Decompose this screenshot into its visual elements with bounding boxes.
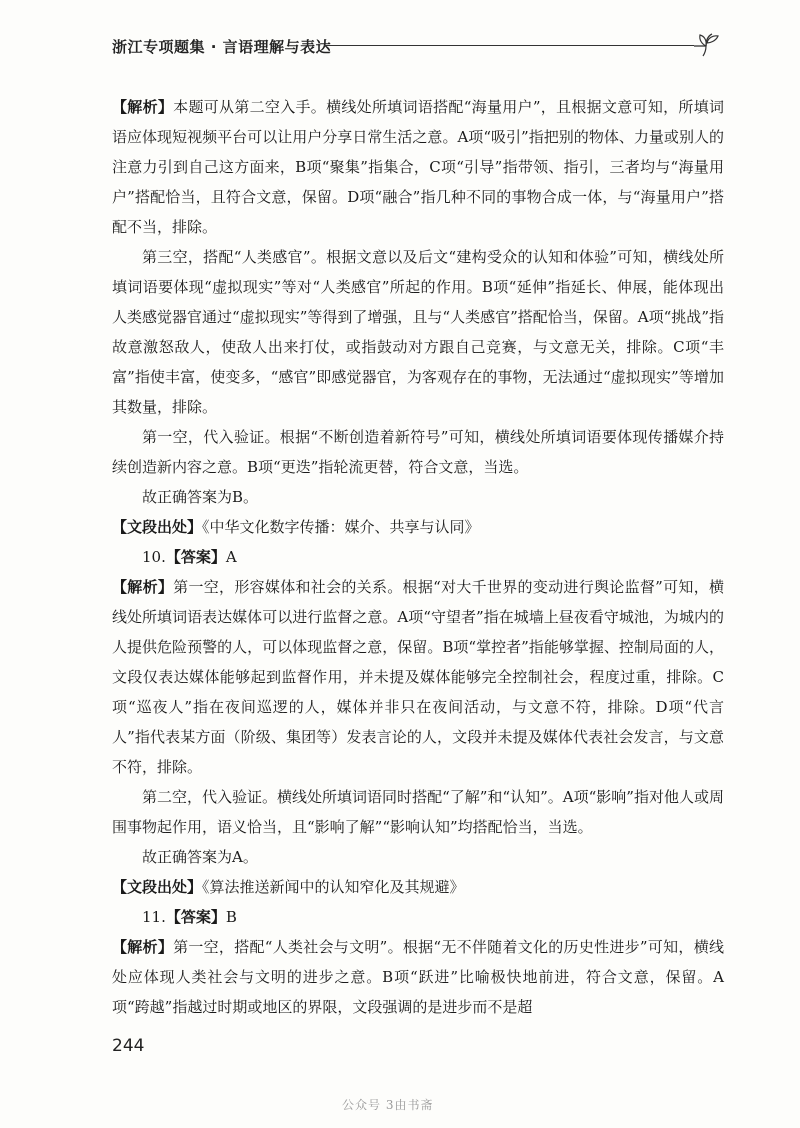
paragraph — [112, 872, 724, 902]
section-tag: 【文段出处】 — [112, 518, 203, 536]
section-tag: 【答案】 — [165, 548, 226, 566]
paragraph-text: 第一空，搭配“人类社会与文明”。根据“无不伴随着文化的历史性进步”可知，横线处应体现人类社会与文明的进步之意。B项“跃进”比喻极快地前进，符合文意，保留。A项“跨越”指越过时期或地区的界限，文段强调的是进步而不是超 — [112, 938, 724, 1016]
paragraph-text: 第一空，代入验证。根据“不断创造着新符号”可知，横线处所填词语要体现传播媒介持续创造新内容之意。B项“更迭”指轮流更替，符合文意，当选。 — [112, 428, 724, 476]
watermark: 公众号 3由书斋 — [342, 1098, 434, 1112]
section-tag: 【文段出处】 — [112, 878, 203, 896]
source-title: 《算法推送新闻中的认知窄化及其规避》 — [202, 878, 465, 896]
header-rule — [324, 45, 694, 46]
answer-letter: B — [225, 908, 237, 926]
question-number: 11. — [142, 908, 166, 926]
paragraph-text: 第二空，代入验证。横线处所填词语同时搭配“了解”和“认知”。A项“影响”指对他人或周围事物起作用，语义恰当，且“影响了解”“影响认知”均搭配恰当，当选。 — [112, 788, 724, 836]
paragraph-text: 故正确答案为B。 — [142, 488, 259, 506]
paragraph — [112, 242, 724, 422]
paragraph-text: 故正确答案为A。 — [142, 848, 258, 866]
answer-line — [112, 902, 724, 932]
section-tag: 【解析】 — [112, 578, 174, 596]
page-number: 244 — [112, 1036, 145, 1056]
paragraph — [112, 932, 724, 1022]
paragraph — [112, 482, 724, 512]
paragraph — [112, 842, 724, 872]
paragraph — [112, 422, 724, 482]
explanation-body — [112, 92, 724, 1022]
answer-letter: A — [225, 548, 237, 566]
paragraph — [112, 782, 724, 842]
paragraph — [112, 572, 724, 782]
source-title: 《中华文化数字传播：媒介、共享与认同》 — [202, 518, 480, 536]
running-header — [112, 30, 722, 60]
section-tag: 【答案】 — [165, 908, 226, 926]
paragraph — [112, 92, 724, 242]
paragraph-text: 第一空，形容媒体和社会的关系。根据“对大千世界的变动进行舆论监督”可知，横线处所填词语表达媒体可以进行监督之意。A项“守望者”指在城墙上昼夜看守城池，为城内的人提供危险预警的人，可以体现监督之意，保留。B项“掌控者”指能够掌握、控制局面的人，文段仅表达媒体能够起到监督作用，并未提及媒体能够完全控制社会，程度过重，排除。C项“巡夜人”指在夜间巡逻的人，媒体并非只在夜间活动，与文意不符，排除。D项“代言人”指代表某方面（阶级、集团等）发表言论的人，文段并未提及媒体代表社会发言，与文意不符，排除。 — [112, 578, 724, 776]
question-number: 10. — [142, 548, 166, 566]
section-tag: 【解析】 — [112, 98, 174, 116]
paragraph-text: 本题可从第二空入手。横线处所填词语搭配“海量用户”，且根据文意可知，所填词语应体现短视频平台可以让用户分享日常生活之意。A项“吸引”指把别的物体、力量或别人的注意力引到自己这方面来，B项“聚集”指集合，C项“引导”指带领、指引，三者均与“海量用户”搭配恰当，且符合文意，保留。D项“融合”指几种不同的事物合成一体，与“海量用户”搭配不当，排除。 — [112, 98, 724, 236]
sprout-icon — [692, 30, 722, 58]
paragraph — [112, 512, 724, 542]
paragraph-text: 第三空，搭配“人类感官”。根据文意以及后文“建构受众的认知和体验”可知，横线处所填词语要体现“虚拟现实”等对“人类感官”所起的作用。B项“延伸”指延长、伸展，能体现出人类感觉器官通过“虚拟现实”等得到了增强，且与“人类感官”搭配恰当，保留。A项“挑战”指故意激怒敌人，使敌人出来打仗，或指鼓动对方跟自己竞赛，与文意无关，排除。C项“丰富”指使丰富，使变多，“感官”即感觉器官，为客观存在的事物，无法通过“虚拟现实”等增加其数量，排除。 — [112, 248, 724, 416]
answer-line — [112, 542, 724, 572]
section-tag: 【解析】 — [112, 938, 174, 956]
header-title: 浙江专项题集 · 言语理解与表达 — [112, 38, 332, 56]
